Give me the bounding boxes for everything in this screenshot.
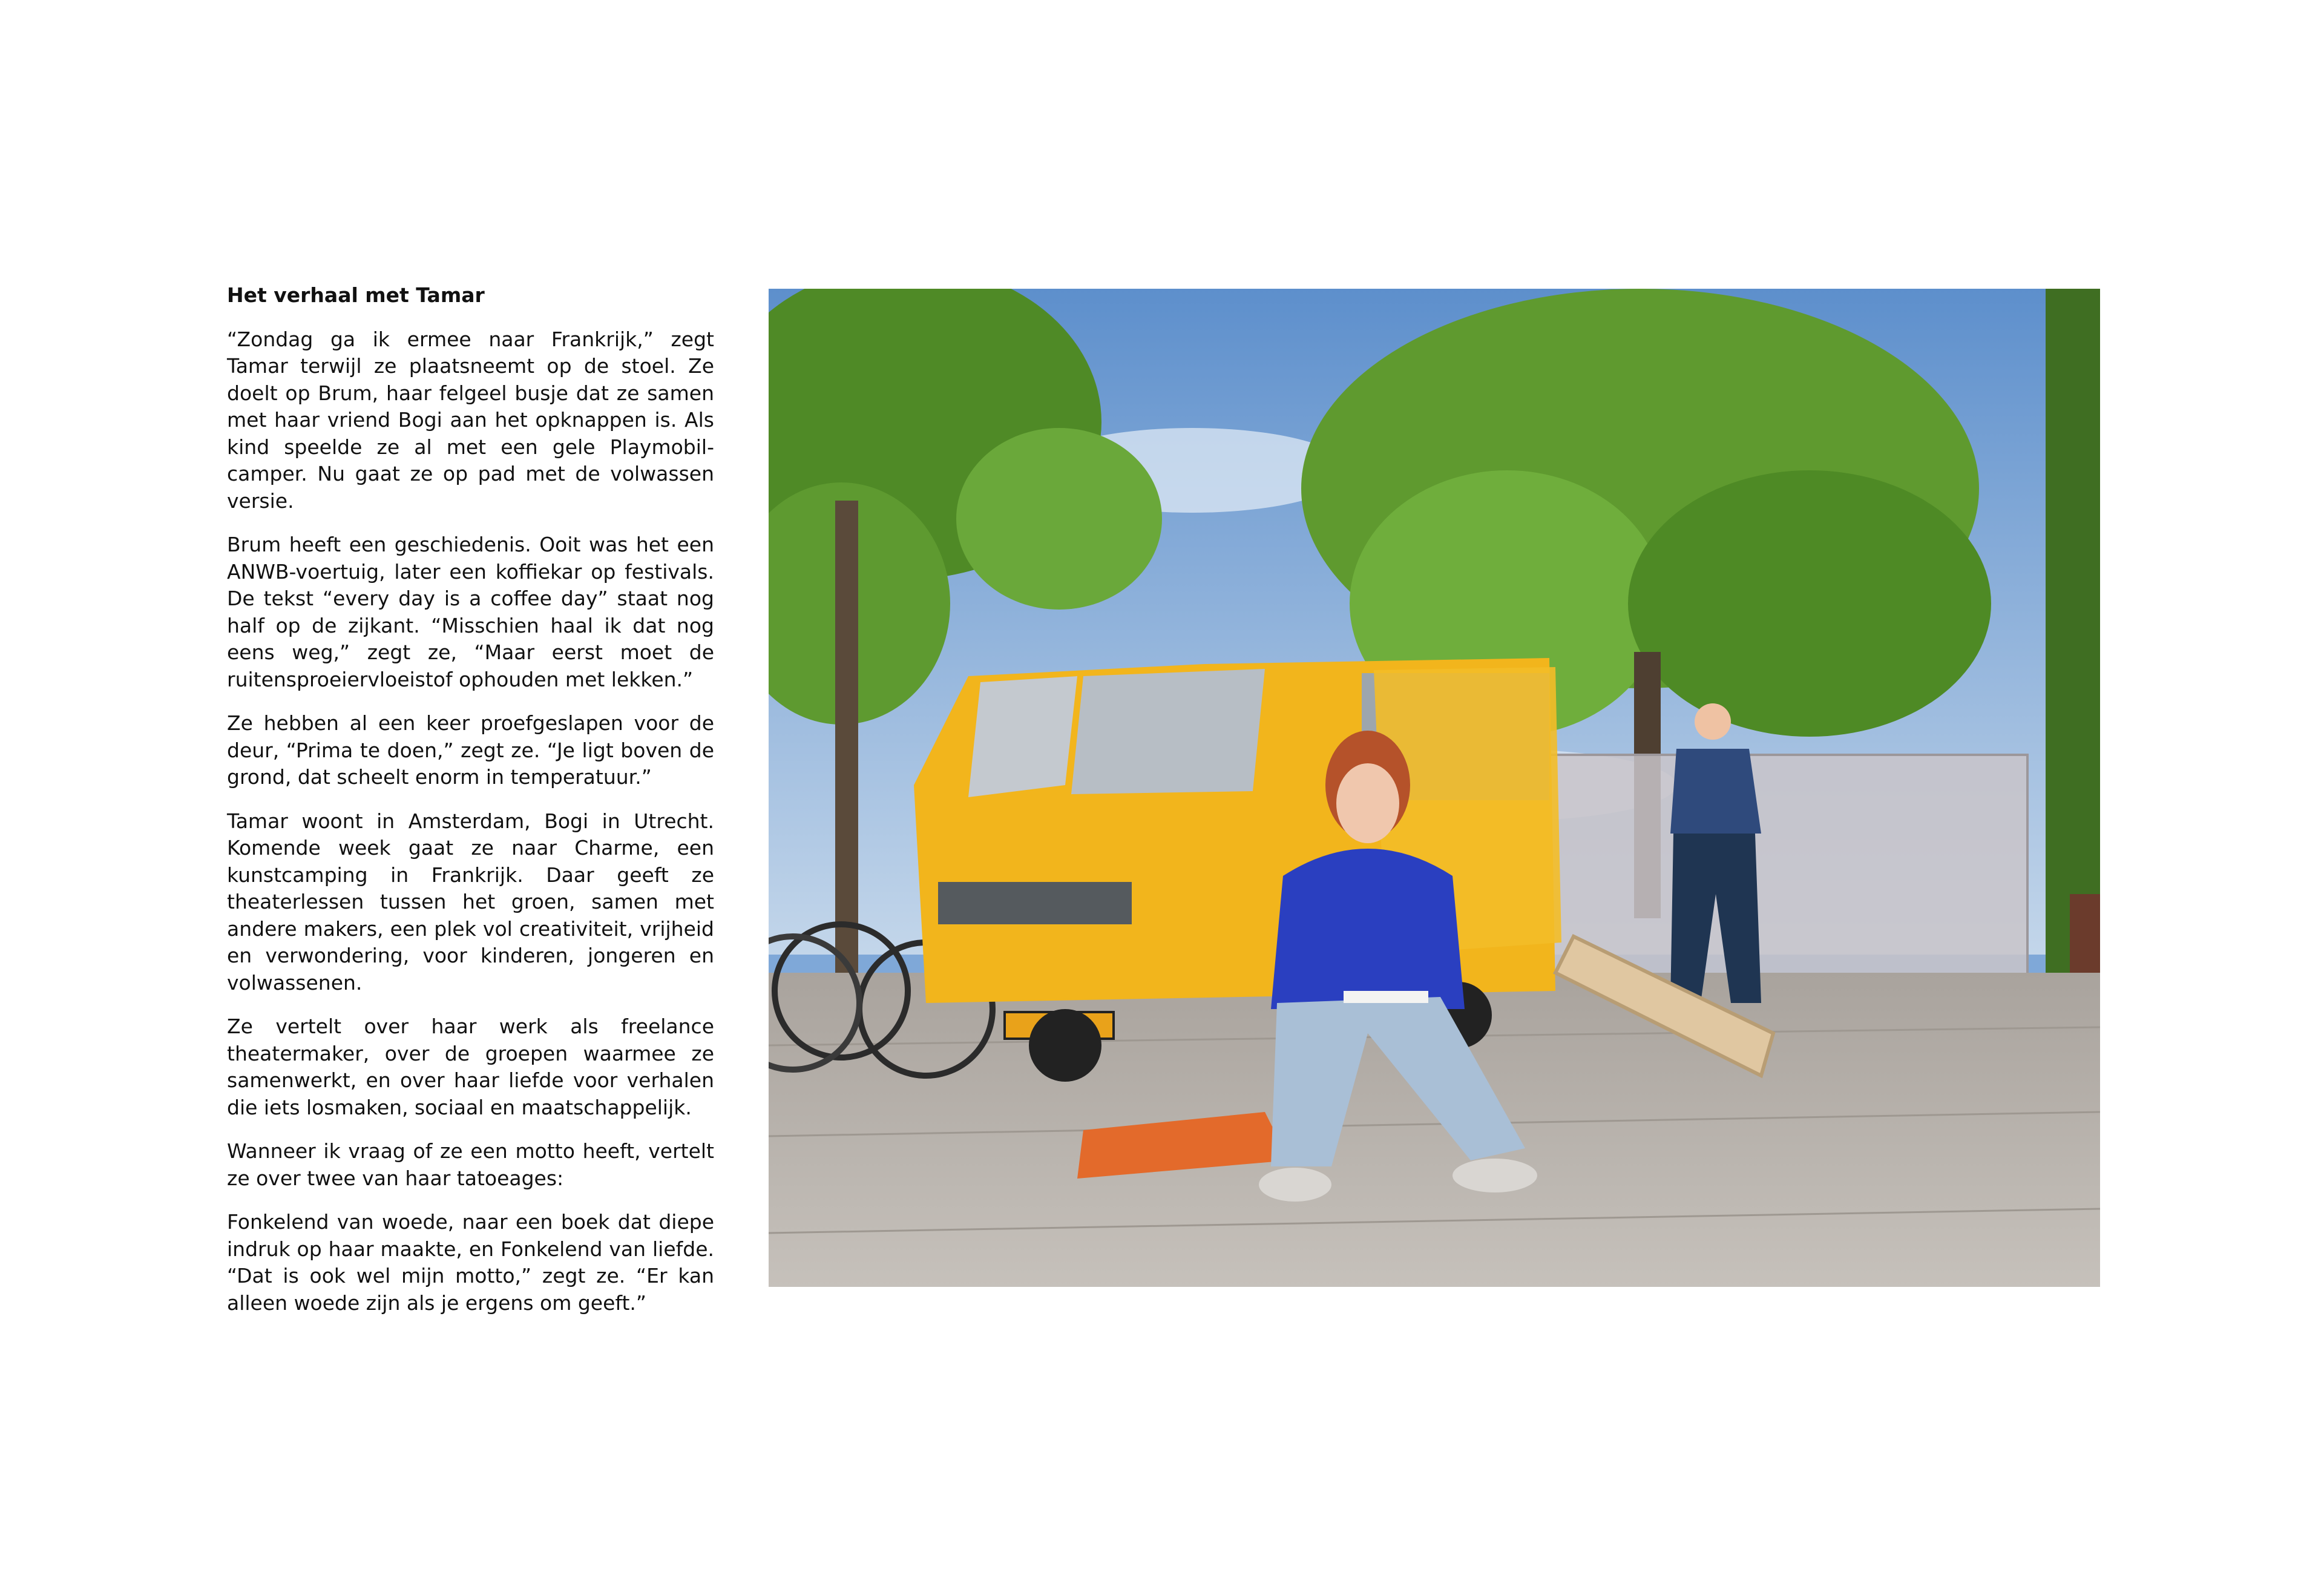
article-text-column	[227, 282, 714, 1334]
article-paragraph: “Zondag ga ik ermee naar Frankrijk,” zegt Tamar terwijl ze plaatsneemt op de stoel. Ze doelt op Brum, haar felgeel busje dat ze samen met haar vriend Bogi aan het opknappen is. Als kind speelde ze al met een gele Playmobil-camper. Nu gaat ze op pad met de volwassen versie.	[227, 327, 714, 513]
article-paragraph: Ze vertelt over haar werk als freelance theatermaker, over de groepen waarmee ze samenwerkt, en over haar liefde voor verhalen die iets losmaken, sociaal en maatschappelijk.	[227, 1015, 714, 1119]
article-paragraph: Wanneer ik vraag of ze een motto heeft, vertelt ze over twee van haar tatoeages:	[227, 1139, 714, 1190]
article-title: Het verhaal met Tamar	[227, 283, 485, 307]
fence	[1549, 755, 2027, 985]
article-paragraph: Ze hebben al een keer proefgeslapen voor de deur, “Prima te doen,” zegt ze. “Je ligt boven de grond, dat scheelt enorm in temperatuur.”	[227, 711, 714, 789]
article-paragraph: Tamar woont in Amsterdam, Bogi in Utrecht. Komende week gaat ze naar Charme, een kunstcamping in Frankrijk. Daar geeft ze theaterlessen tussen het groen, samen met andere makers, een plek vol creativiteit, vrijheid en verwondering, voor kinderen, jongeren en volwassenen.	[227, 809, 714, 995]
article-paragraph: Brum heeft een geschiedenis. Ooit was het een ANWB-voertuig, later een koffiekar op festivals. De tekst “every day is a coffee day” staat nog half op de zijkant. “Misschien haal ik dat nog eens weg,” zegt ze, “Maar eerst moet de ruitensproeiervloeistof ophouden met lekken.”	[227, 533, 714, 691]
photo-tamar-with-van	[769, 289, 2100, 1287]
article-paragraph: Fonkelend van woede, naar een boek dat diepe indruk op haar maakte, en Fonkelend van liefde. “Dat is ook wel mijn motto,” zegt ze. “Er kan alleen woede zijn als je ergens om geeft.”	[227, 1210, 714, 1315]
